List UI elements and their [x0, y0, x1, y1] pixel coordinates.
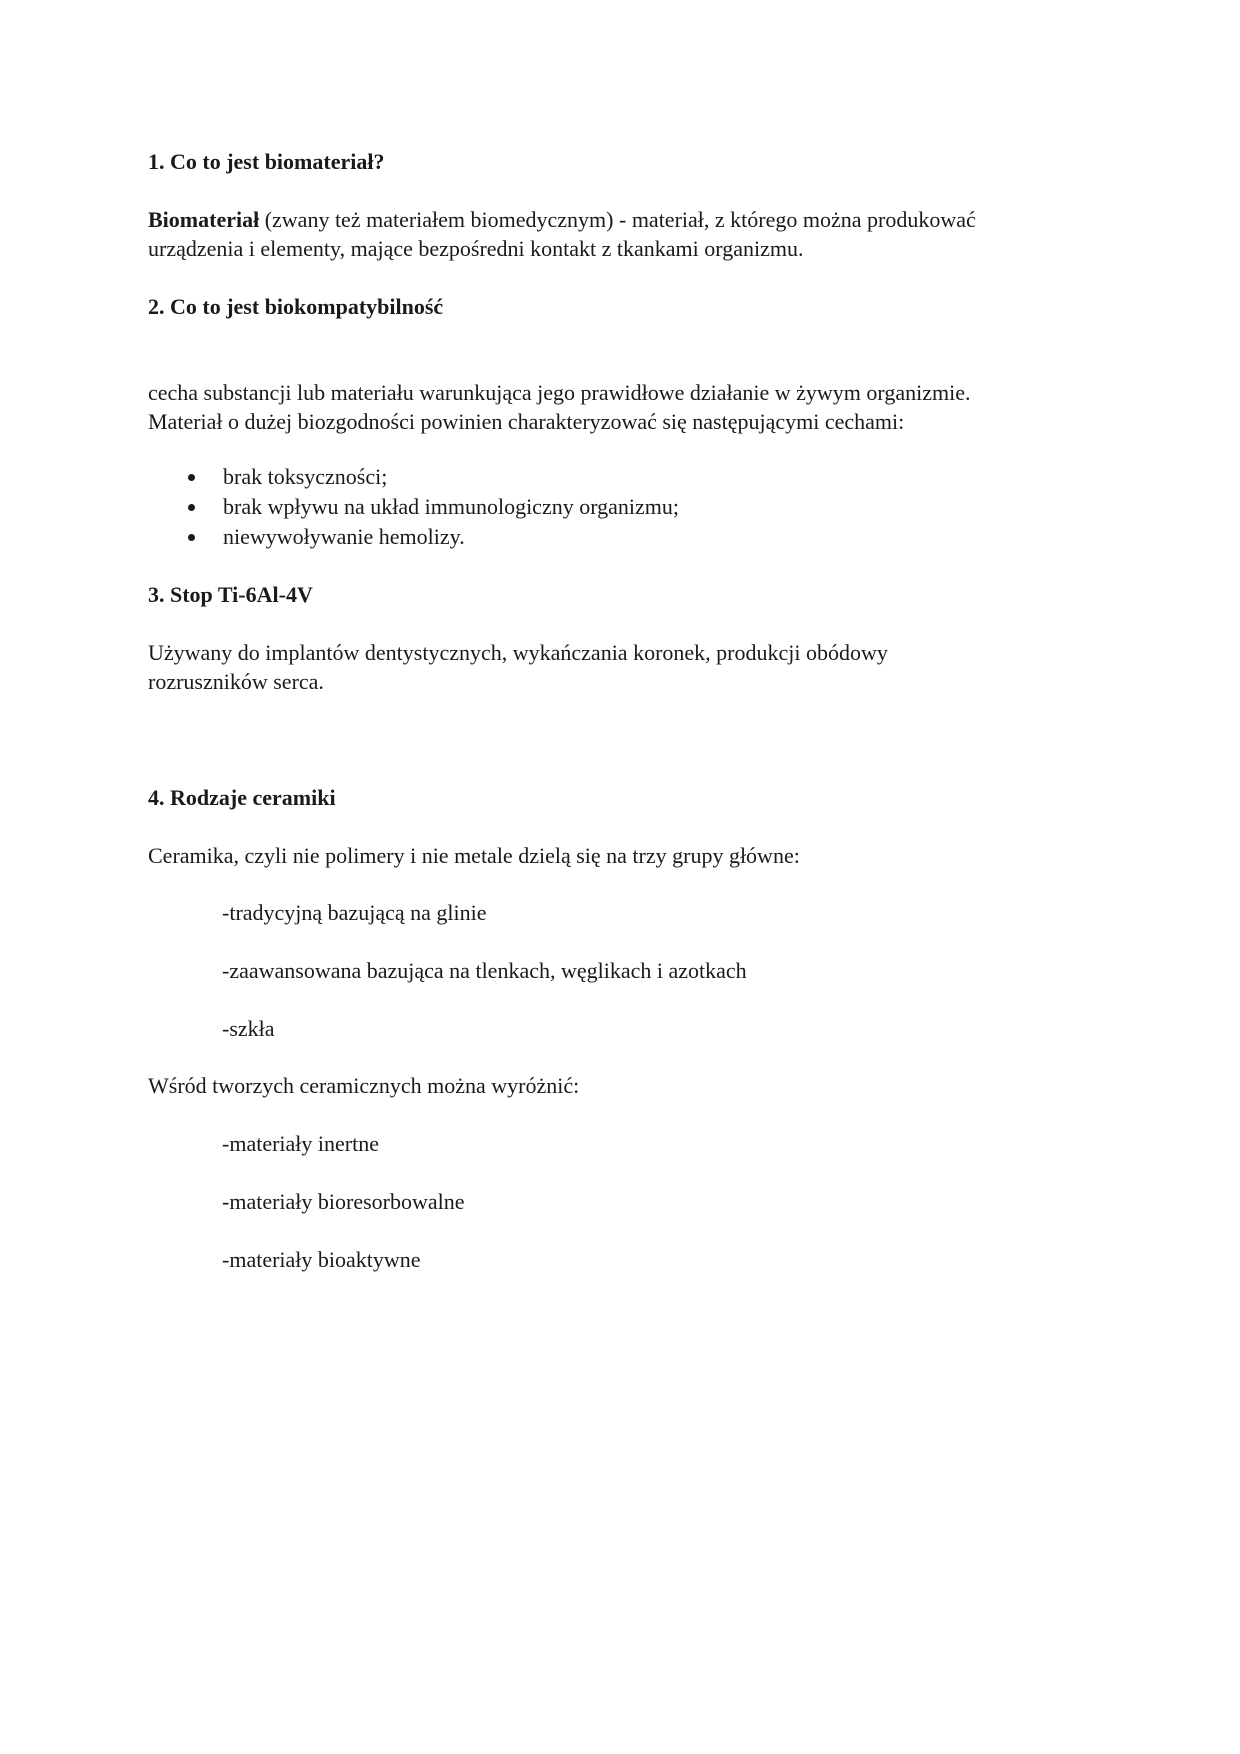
section-4-intro-2: Wśród tworzych ceramicznych można wyróżnić: [148, 1073, 580, 1098]
section-2-paragraph-line-2: Materiał o dużej biozgodności powinien charakteryzować się następującymi cechami: [148, 409, 905, 434]
ceramic-material-item: -materiały bioaktywne [222, 1247, 421, 1272]
ceramic-group-item: -szkła [222, 1016, 275, 1041]
bullet-icon [188, 534, 195, 541]
section-1-heading: 1. Co to jest biomateriał? [148, 149, 385, 174]
ceramic-group-item: -tradycyjną bazującą na glinie [222, 900, 487, 925]
section-4-heading: 4. Rodzaje ceramiki [148, 785, 336, 810]
section-2-heading: 2. Co to jest biokompatybilność [148, 294, 444, 319]
definition-text: (zwany też materiałem biomedycznym) - materiał, z którego można produkować [259, 207, 976, 232]
section-1-paragraph-line-2: urządzenia i elementy, mające bezpośredni kontakt z tkankami organizmu. [148, 236, 804, 261]
ceramic-material-item: -materiały bioresorbowalne [222, 1189, 465, 1214]
section-1-paragraph-line-1 [148, 205, 976, 235]
biocompatibility-bullet-list [148, 462, 679, 552]
ceramic-material-item: -materiały inertne [222, 1131, 379, 1156]
list-item: niewywoływanie hemolizy. [148, 522, 679, 552]
bullet-icon [188, 504, 195, 511]
section-2-paragraph-line-1: cecha substancji lub materiału warunkująca jego prawidłowe działanie w żywym organizmie. [148, 380, 971, 405]
section-3-paragraph-line-2: rozruszników serca. [148, 669, 324, 694]
section-4-intro: Ceramika, czyli nie polimery i nie metale dzielą się na trzy grupy główne: [148, 843, 800, 868]
list-item: brak wpływu na układ immunologiczny organizmu; [148, 492, 679, 522]
section-3-paragraph-line-1: Używany do implantów dentystycznych, wykańczania koronek, produkcji obódowy [148, 640, 888, 665]
bullet-icon [188, 474, 195, 481]
term-biomaterial: Biomateriał [148, 207, 260, 232]
section-3-heading: 3. Stop Ti-6Al-4V [148, 582, 313, 607]
list-item: brak toksyczności; [148, 462, 679, 492]
ceramic-group-item: -zaawansowana bazująca na tlenkach, węglikach i azotkach [222, 958, 747, 983]
